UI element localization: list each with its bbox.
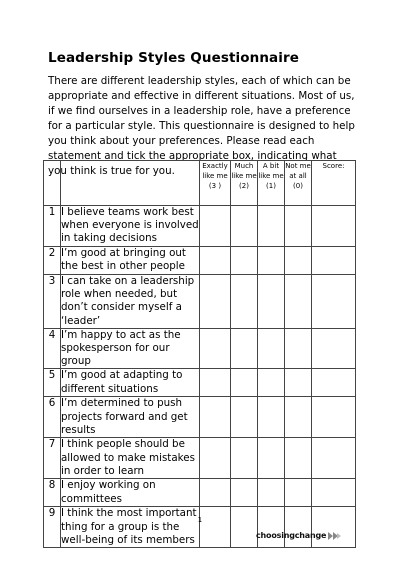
column-score: (3 ) — [208, 182, 222, 190]
double-arrow-icon — [328, 526, 342, 545]
row-number: 2 — [44, 247, 61, 275]
page-number: 1 — [197, 516, 203, 524]
column-label: Exactly like me — [202, 162, 228, 180]
tick-box-much-like-me[interactable] — [231, 369, 258, 397]
tick-box-a-bit-like-me[interactable] — [258, 369, 285, 397]
score-box[interactable] — [312, 397, 356, 438]
tick-box-exactly-like-me[interactable] — [200, 206, 231, 247]
tick-box-much-like-me[interactable] — [231, 507, 258, 548]
table-row — [44, 397, 356, 438]
row-statement: I think the most important thing for a group is the well-being of its members — [61, 507, 200, 548]
header-not-me-at-all — [285, 161, 312, 206]
header-a-bit-like-me — [258, 161, 285, 206]
tick-box-a-bit-like-me[interactable] — [258, 206, 285, 247]
score-box[interactable] — [312, 328, 356, 369]
tick-box-not-me-at-all[interactable] — [285, 206, 312, 247]
questionnaire-table — [43, 160, 356, 548]
tick-box-exactly-like-me[interactable] — [200, 397, 231, 438]
tick-box-not-me-at-all[interactable] — [285, 328, 312, 369]
tick-box-exactly-like-me[interactable] — [200, 507, 231, 548]
tick-box-a-bit-like-me[interactable] — [258, 438, 285, 479]
tick-box-exactly-like-me[interactable] — [200, 369, 231, 397]
table-row — [44, 328, 356, 369]
brand-logo — [256, 526, 342, 545]
row-statement: I think people should be allowed to make mistakes in order to learn — [61, 438, 200, 479]
row-statement: I believe teams work best when everyone is involved in taking decisions — [61, 206, 200, 247]
header-much-like-me — [231, 161, 258, 206]
tick-box-not-me-at-all[interactable] — [285, 247, 312, 275]
tick-box-a-bit-like-me[interactable] — [258, 247, 285, 275]
score-box[interactable] — [312, 479, 356, 507]
row-statement: I’m happy to act as the spokesperson for our group — [61, 328, 200, 369]
tick-box-exactly-like-me[interactable] — [200, 247, 231, 275]
header-number-cell — [44, 161, 61, 206]
page-title: Leadership Styles Questionnaire — [48, 50, 299, 66]
row-number: 9 — [44, 507, 61, 548]
table-header-row — [44, 161, 356, 206]
row-statement: I enjoy working on committees — [61, 479, 200, 507]
tick-box-exactly-like-me[interactable] — [200, 479, 231, 507]
column-score: (2) — [239, 182, 249, 190]
score-box[interactable] — [312, 247, 356, 275]
row-number: 3 — [44, 275, 61, 329]
table-row — [44, 247, 356, 275]
tick-box-not-me-at-all[interactable] — [285, 369, 312, 397]
row-number: 7 — [44, 438, 61, 479]
tick-box-much-like-me[interactable] — [231, 479, 258, 507]
tick-box-a-bit-like-me[interactable] — [258, 328, 285, 369]
tick-box-exactly-like-me[interactable] — [200, 438, 231, 479]
tick-box-not-me-at-all[interactable] — [285, 479, 312, 507]
header-statement-cell — [61, 161, 200, 206]
tick-box-a-bit-like-me[interactable] — [258, 479, 285, 507]
table-row — [44, 275, 356, 329]
tick-box-much-like-me[interactable] — [231, 328, 258, 369]
tick-box-a-bit-like-me[interactable] — [258, 397, 285, 438]
table-row — [44, 479, 356, 507]
table-row — [44, 206, 356, 247]
column-score: (0) — [293, 182, 303, 190]
tick-box-much-like-me[interactable] — [231, 397, 258, 438]
tick-box-much-like-me[interactable] — [231, 206, 258, 247]
column-label: Not me at all — [285, 162, 311, 180]
row-number: 6 — [44, 397, 61, 438]
table-row — [44, 438, 356, 479]
column-label: Much like me — [231, 162, 257, 180]
tick-box-exactly-like-me[interactable] — [200, 275, 231, 329]
score-box[interactable] — [312, 206, 356, 247]
row-number: 8 — [44, 479, 61, 507]
intro-paragraph: There are different leadership styles, each of which can be appropriate and effective in different situations. Most of us, if we find ourselves in a leadership role, have a preference for a particular style. This questionnaire is designed to help you think about your preferences. Please read each statement and tick the appropriate box, indicating what you think is true for you. — [48, 75, 355, 177]
column-score: (1) — [266, 182, 276, 190]
header-exactly-like-me — [200, 161, 231, 206]
brand-text: choosingchange — [256, 531, 327, 540]
score-box[interactable] — [312, 369, 356, 397]
tick-box-not-me-at-all[interactable] — [285, 397, 312, 438]
tick-box-not-me-at-all[interactable] — [285, 275, 312, 329]
row-statement: I can take on a leadership role when needed, but don’t consider myself a ‘leader’ — [61, 275, 200, 329]
row-statement: I’m determined to push projects forward and get results — [61, 397, 200, 438]
row-number: 4 — [44, 328, 61, 369]
tick-box-much-like-me[interactable] — [231, 438, 258, 479]
row-statement: I’m good at bringing out the best in other people — [61, 247, 200, 275]
tick-box-a-bit-like-me[interactable] — [258, 275, 285, 329]
column-label: A bit like me — [258, 162, 284, 180]
header-score: Score: — [312, 161, 356, 206]
table-row — [44, 369, 356, 397]
row-statement: I’m good at adapting to different situations — [61, 369, 200, 397]
row-number: 1 — [44, 206, 61, 247]
tick-box-much-like-me[interactable] — [231, 275, 258, 329]
tick-box-exactly-like-me[interactable] — [200, 328, 231, 369]
row-number: 5 — [44, 369, 61, 397]
tick-box-much-like-me[interactable] — [231, 247, 258, 275]
score-box[interactable] — [312, 275, 356, 329]
tick-box-not-me-at-all[interactable] — [285, 438, 312, 479]
score-box[interactable] — [312, 438, 356, 479]
